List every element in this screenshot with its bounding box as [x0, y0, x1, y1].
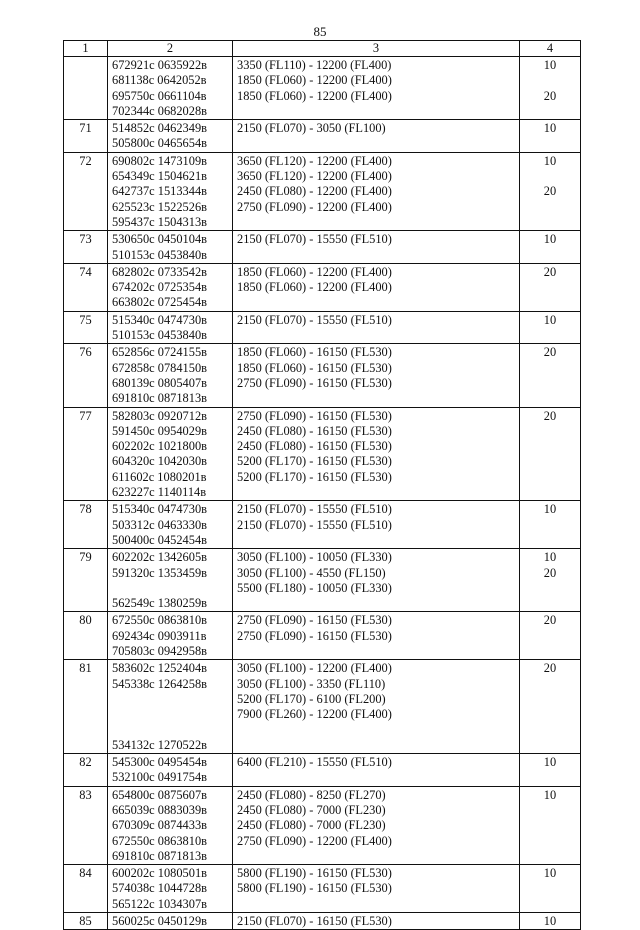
coordinate-line: 600202с 1080501в	[112, 866, 207, 881]
altitude-range-line: 5200 (FL170) - 6100 (FL200)	[237, 691, 386, 706]
coordinate-line: 591450с 0954029в	[112, 423, 207, 438]
altitude-range-line: 2150 (FL070) - 15550 (FL510)	[237, 517, 392, 532]
coordinate-line	[112, 581, 232, 596]
category-line	[520, 738, 580, 753]
altitude-range-line: 2150 (FL070) - 15550 (FL510)	[237, 502, 392, 517]
category-line	[520, 881, 580, 896]
category-cell	[520, 660, 581, 754]
altitude-range-line	[237, 391, 519, 406]
table-header-row	[64, 41, 581, 57]
coordinate-line: 505800с 0465654в	[112, 136, 207, 151]
table-row	[64, 57, 581, 120]
category-cell	[520, 754, 581, 787]
column-header-2: 2	[108, 41, 233, 57]
category-line	[520, 897, 580, 912]
altitude-range-line: 2450 (FL080) - 7000 (FL230)	[237, 818, 386, 833]
category-line	[520, 707, 580, 722]
coordinate-line: 562549с 1380259в	[112, 596, 207, 611]
table-row	[64, 344, 581, 407]
altitude-range-line: 2150 (FL070) - 16150 (FL530)	[237, 914, 392, 929]
altitude-range-line	[237, 485, 519, 500]
coordinate-line: 565122с 1034307в	[112, 896, 207, 911]
coordinate-line: 602202с 1342605в	[112, 550, 207, 565]
coordinate-line: 672550с 0863810в	[112, 833, 207, 848]
category-line	[520, 629, 580, 644]
altitude-range-line: 2750 (FL090) - 12200 (FL400)	[237, 833, 392, 848]
coordinates-cell	[108, 913, 233, 930]
coordinate-line: 602202с 1021800в	[112, 439, 207, 454]
coordinate-line: 582803с 0920712в	[112, 408, 207, 423]
coordinate-line: 692434с 0903911в	[112, 628, 207, 643]
coordinate-line: 642737с 1513344в	[112, 184, 207, 199]
category-line: 10	[543, 232, 557, 247]
category-line: 10	[543, 550, 557, 565]
altitude-range-line	[237, 136, 519, 151]
altitude-range-line: 2450 (FL080) - 16150 (FL530)	[237, 423, 392, 438]
row-number: 80	[64, 612, 108, 660]
coordinate-line: 702344с 0682028в	[112, 103, 207, 118]
category-cell	[520, 786, 581, 864]
altitude-range-cell	[233, 501, 520, 549]
category-line	[520, 692, 580, 707]
category-line	[520, 361, 580, 376]
altitude-range-line	[237, 722, 519, 737]
altitude-range-line: 2750 (FL090) - 16150 (FL530)	[237, 408, 392, 423]
coordinates-cell	[108, 549, 233, 612]
altitude-range-line: 3350 (FL110) - 12200 (FL400)	[237, 58, 392, 72]
category-line: 10	[543, 121, 557, 136]
category-cell	[520, 344, 581, 407]
coordinate-line: 672550с 0863810в	[112, 613, 207, 628]
altitude-range-cell	[233, 786, 520, 864]
coordinate-line: 515340с 0474730в	[112, 312, 207, 327]
coordinate-line: 534132с 1270522в	[112, 737, 207, 752]
category-line	[520, 73, 580, 88]
category-line	[520, 485, 580, 500]
altitude-range-line	[237, 533, 519, 548]
altitude-range-cell	[233, 152, 520, 230]
coordinate-line: 545300с 0495454в	[112, 755, 207, 770]
category-line: 10	[543, 153, 557, 168]
category-cell	[520, 612, 581, 660]
category-cell	[520, 57, 581, 120]
category-line	[520, 295, 580, 310]
altitude-range-cell	[233, 120, 520, 153]
coordinates-cell	[108, 344, 233, 407]
table-row	[64, 152, 581, 230]
coordinate-line: 560025с 0450129в	[112, 914, 207, 929]
table-row	[64, 865, 581, 913]
altitude-range-line: 5800 (FL190) - 16150 (FL530)	[237, 881, 392, 896]
category-line: 10	[543, 58, 557, 72]
altitude-range-line: 2450 (FL080) - 8250 (FL270)	[237, 787, 386, 802]
category-line	[520, 803, 580, 818]
coordinate-line: 665039с 0883039в	[112, 802, 207, 817]
altitude-range-cell	[233, 549, 520, 612]
category-line: 20	[543, 345, 557, 360]
category-cell	[520, 311, 581, 344]
coordinate-line: 672858с 0784150в	[112, 360, 207, 375]
coordinate-line: 680139с 0805407в	[112, 375, 207, 390]
coordinate-line: 510153с 0453840в	[112, 247, 207, 262]
category-line: 20	[543, 184, 557, 199]
table-row	[64, 786, 581, 864]
altitude-range-line: 3650 (FL120) - 12200 (FL400)	[237, 169, 392, 184]
category-line	[520, 424, 580, 439]
coordinate-line: 691810с 0871813в	[112, 848, 207, 863]
category-line: 20	[543, 661, 557, 676]
altitude-range-cell	[233, 612, 520, 660]
category-line: 10	[543, 866, 557, 881]
row-number: 74	[64, 263, 108, 311]
altitude-range-line: 2150 (FL070) - 15550 (FL510)	[237, 232, 392, 247]
row-number: 75	[64, 311, 108, 344]
category-line	[520, 677, 580, 692]
coordinate-line: 674202с 0725354в	[112, 280, 207, 295]
category-line	[520, 328, 580, 343]
altitude-range-line: 2750 (FL090) - 16150 (FL530)	[237, 613, 392, 628]
coordinate-line: 532100с 0491754в	[112, 770, 207, 785]
category-line	[520, 439, 580, 454]
altitude-range-line: 7900 (FL260) - 12200 (FL400)	[237, 707, 392, 722]
altitude-range-cell	[233, 57, 520, 120]
category-line	[520, 518, 580, 533]
altitude-range-line: 2750 (FL090) - 12200 (FL400)	[237, 199, 392, 214]
category-line: 10	[543, 787, 557, 802]
category-line: 20	[543, 88, 557, 103]
altitude-range-line: 3050 (FL100) - 12200 (FL400)	[237, 661, 392, 676]
coordinate-line: 514852с 0462349в	[112, 121, 207, 136]
row-number: 72	[64, 152, 108, 230]
coordinate-line: 672921с 0635922в	[112, 58, 207, 72]
altitude-range-line: 3650 (FL120) - 12200 (FL400)	[237, 153, 392, 168]
coordinates-cell	[108, 786, 233, 864]
coordinate-line: 654800с 0875607в	[112, 787, 207, 802]
altitude-range-line	[237, 295, 519, 310]
coordinate-line: 503312с 0463330в	[112, 517, 207, 532]
column-header-4: 4	[520, 41, 581, 57]
altitude-range-line	[237, 215, 519, 230]
altitude-range-line: 5500 (FL180) - 10050 (FL330)	[237, 580, 392, 595]
category-cell	[520, 263, 581, 311]
column-header-3: 3	[233, 41, 520, 57]
coordinate-line: 670309с 0874433в	[112, 818, 207, 833]
coordinate-line: 545338с 1264258в	[112, 676, 207, 691]
coordinates-cell	[108, 754, 233, 787]
category-cell	[520, 549, 581, 612]
row-number: 84	[64, 865, 108, 913]
category-line	[520, 834, 580, 849]
category-line: 20	[543, 565, 557, 580]
category-line: 20	[543, 613, 557, 628]
category-line	[520, 770, 580, 785]
row-number: 76	[64, 344, 108, 407]
coordinate-line: 500400с 0452454в	[112, 532, 207, 547]
category-cell	[520, 152, 581, 230]
altitude-range-line	[237, 849, 519, 864]
category-cell	[520, 501, 581, 549]
table-row	[64, 311, 581, 344]
coordinate-line: 510153с 0453840в	[112, 328, 207, 343]
coordinate-line: 515340с 0474730в	[112, 502, 207, 517]
category-line: 10	[543, 914, 557, 929]
category-line	[520, 376, 580, 391]
table-body	[64, 57, 581, 930]
row-number: 79	[64, 549, 108, 612]
coordinate-line: 530650с 0450104в	[112, 232, 207, 247]
coordinate-line: 681138с 0642052в	[112, 73, 207, 88]
category-line: 20	[543, 408, 557, 423]
category-line: 20	[543, 264, 557, 279]
category-line: 10	[543, 312, 557, 327]
coordinate-line: 695750с 0661104в	[112, 88, 207, 103]
altitude-range-cell	[233, 865, 520, 913]
altitude-range-cell	[233, 913, 520, 930]
altitude-range-line: 2150 (FL070) - 3050 (FL100)	[237, 121, 386, 136]
category-line	[520, 722, 580, 737]
coordinate-line: 705803с 0942958в	[112, 643, 207, 658]
category-line	[520, 215, 580, 230]
altitude-range-line	[237, 596, 519, 611]
category-line	[520, 454, 580, 469]
coordinate-line: 625523с 1522526в	[112, 199, 207, 214]
altitude-range-line: 2150 (FL070) - 15550 (FL510)	[237, 312, 392, 327]
coordinate-line: 583602с 1252404в	[112, 661, 207, 676]
row-number: 71	[64, 120, 108, 153]
coordinate-line: 654349с 1504621в	[112, 169, 207, 184]
category-cell	[520, 865, 581, 913]
row-number: 82	[64, 754, 108, 787]
altitude-range-line	[237, 248, 519, 263]
coordinate-line	[112, 707, 232, 722]
altitude-range-line	[237, 104, 519, 119]
row-number: 73	[64, 231, 108, 264]
altitude-range-cell	[233, 754, 520, 787]
altitude-range-line: 2450 (FL080) - 16150 (FL530)	[237, 439, 392, 454]
altitude-range-line: 3050 (FL100) - 4550 (FL150)	[237, 565, 386, 580]
category-line	[520, 596, 580, 611]
row-number: 81	[64, 660, 108, 754]
category-line	[520, 280, 580, 295]
altitude-range-line: 1850 (FL060) - 12200 (FL400)	[237, 73, 392, 88]
altitude-range-line	[237, 770, 519, 785]
category-line	[520, 849, 580, 864]
category-line	[520, 533, 580, 548]
coordinate-line: 591320с 1353459в	[112, 565, 207, 580]
table-row	[64, 754, 581, 787]
coordinates-cell	[108, 152, 233, 230]
coordinates-cell	[108, 612, 233, 660]
table-row	[64, 407, 581, 501]
table-row	[64, 501, 581, 549]
altitude-range-line: 3050 (FL100) - 10050 (FL330)	[237, 550, 392, 565]
coordinate-line: 663802с 0725454в	[112, 295, 207, 310]
coordinate-line: 682802с 0733542в	[112, 264, 207, 279]
altitude-range-cell	[233, 660, 520, 754]
category-cell	[520, 231, 581, 264]
coordinate-line: 690802с 1473109в	[112, 153, 207, 168]
altitude-range-cell	[233, 311, 520, 344]
altitude-range-line: 3050 (FL100) - 3350 (FL110)	[237, 676, 386, 691]
row-number: 83	[64, 786, 108, 864]
coordinate-line	[112, 692, 232, 707]
altitude-range-cell	[233, 263, 520, 311]
category-cell	[520, 407, 581, 501]
row-number: 78	[64, 501, 108, 549]
coordinates-cell	[108, 120, 233, 153]
coordinate-line: 595437с 1504313в	[112, 214, 207, 229]
category-line	[520, 391, 580, 406]
column-header-1: 1	[64, 41, 108, 57]
altitude-range-line: 2750 (FL090) - 16150 (FL530)	[237, 628, 392, 643]
coordinates-cell	[108, 57, 233, 120]
coordinate-line: 574038с 1044728в	[112, 881, 207, 896]
coordinates-cell	[108, 407, 233, 501]
coordinate-line: 652856с 0724155в	[112, 345, 207, 360]
altitude-range-line: 5800 (FL190) - 16150 (FL530)	[237, 866, 392, 881]
row-number: 77	[64, 407, 108, 501]
category-line: 10	[543, 502, 557, 517]
table-row	[64, 660, 581, 754]
coordinates-cell	[108, 231, 233, 264]
altitude-range-line: 1850 (FL060) - 12200 (FL400)	[237, 264, 392, 279]
category-line	[520, 644, 580, 659]
altitude-range-line: 5200 (FL170) - 16150 (FL530)	[237, 454, 392, 469]
table-row	[64, 120, 581, 153]
coordinates-cell	[108, 263, 233, 311]
altitude-range-cell	[233, 407, 520, 501]
coordinates-cell	[108, 501, 233, 549]
altitude-range-line: 5200 (FL170) - 16150 (FL530)	[237, 469, 392, 484]
coordinate-line: 611602с 1080201в	[112, 469, 207, 484]
altitude-range-line	[237, 644, 519, 659]
coordinate-line: 623227с 1140114в	[112, 485, 207, 500]
category-cell	[520, 913, 581, 930]
category-line	[520, 818, 580, 833]
table-row	[64, 913, 581, 930]
coordinate-line	[112, 722, 232, 737]
category-cell	[520, 120, 581, 153]
category-line	[520, 169, 580, 184]
category-line	[520, 470, 580, 485]
category-line	[520, 200, 580, 215]
altitude-range-line: 6400 (FL210) - 15550 (FL510)	[237, 755, 392, 770]
altitude-range-line	[237, 738, 519, 753]
category-line	[520, 248, 580, 263]
category-line	[520, 136, 580, 151]
altitude-range-line: 1850 (FL060) - 16150 (FL530)	[237, 345, 392, 360]
coordinates-cell	[108, 660, 233, 754]
category-line: 10	[543, 755, 557, 770]
table-row	[64, 549, 581, 612]
row-number: 85	[64, 913, 108, 930]
airspace-table	[63, 40, 581, 930]
altitude-range-line: 2750 (FL090) - 16150 (FL530)	[237, 375, 392, 390]
coordinates-cell	[108, 865, 233, 913]
altitude-range-line: 2450 (FL080) - 12200 (FL400)	[237, 184, 392, 199]
altitude-range-line	[237, 897, 519, 912]
category-line	[520, 581, 580, 596]
page-number: 85	[313, 24, 327, 39]
coordinates-cell	[108, 311, 233, 344]
category-line	[520, 104, 580, 119]
altitude-range-line: 1850 (FL060) - 12200 (FL400)	[237, 280, 392, 295]
table-row	[64, 263, 581, 311]
table-row	[64, 612, 581, 660]
table-row	[64, 231, 581, 264]
row-number	[64, 57, 108, 120]
coordinate-line: 604320с 1042030в	[112, 454, 207, 469]
altitude-range-line: 1850 (FL060) - 12200 (FL400)	[237, 88, 392, 103]
altitude-range-line	[237, 328, 519, 343]
coordinate-line: 691810с 0871813в	[112, 391, 207, 406]
altitude-range-line: 2450 (FL080) - 7000 (FL230)	[237, 802, 386, 817]
altitude-range-cell	[233, 231, 520, 264]
altitude-range-cell	[233, 344, 520, 407]
altitude-range-line: 1850 (FL060) - 16150 (FL530)	[237, 360, 392, 375]
